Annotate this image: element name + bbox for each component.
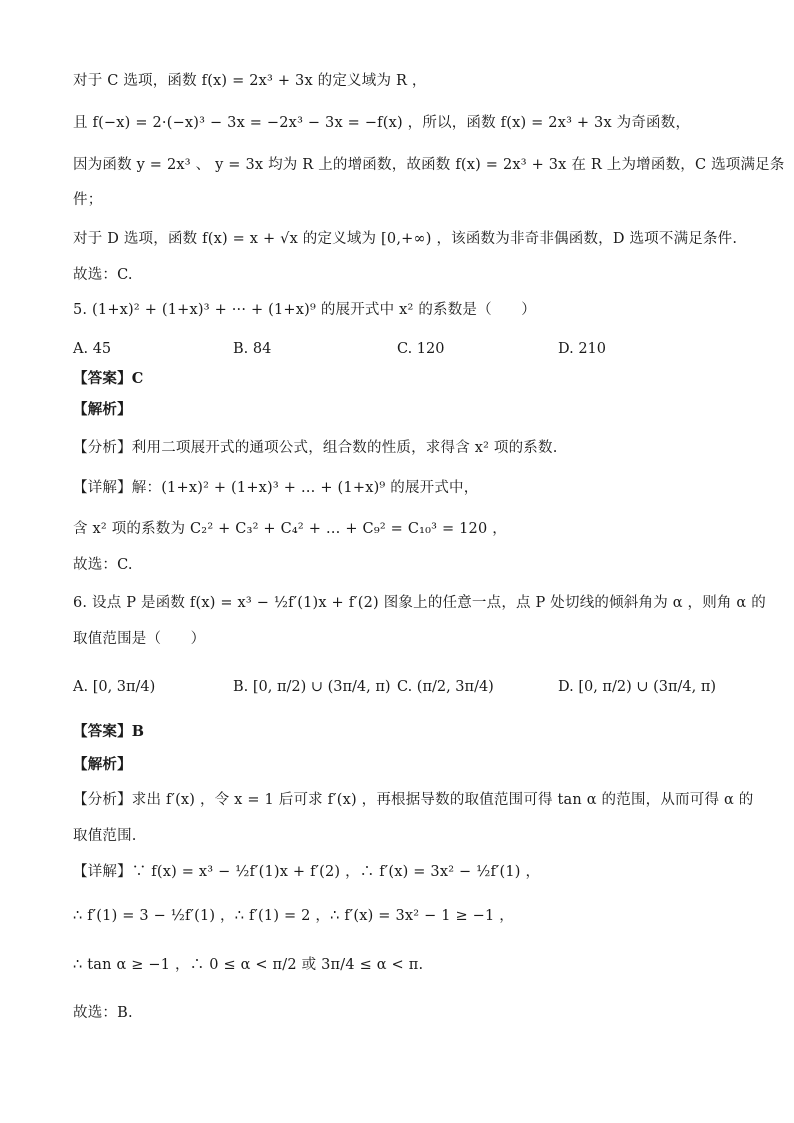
question-6-stem: 6. 设点 P 是函数 f(x) = x³ − ½f′(1)x + f′(2) 图象上的任意一点，点 P 处切线的倾斜角为 α ，则角 α 的 <box>73 595 766 611</box>
q6-option-b: B. [0, π/2) ∪ (3π/4, π) <box>233 679 391 695</box>
text-line: 件； <box>73 192 103 208</box>
answer-label: 【答案】B <box>73 723 145 740</box>
text-line: 故选：C. <box>73 557 133 573</box>
text-line: 因为函数 y = 2x³ 、 y = 3x 均为 R 上的增函数，故函数 f(x) = 2x³ + 3x 在 R 上为增函数，C 选项满足条 <box>73 157 785 173</box>
text-line: 【分析】利用二项展开式的通项公式，组合数的性质，求得含 x² 项的系数. <box>73 440 558 456</box>
q5-option-c: C. 120 <box>397 341 445 357</box>
analysis-label: 【解析】 <box>73 756 132 773</box>
question-5-stem: 5. (1+x)² + (1+x)³ + ··· + (1+x)⁹ 的展开式中 x² 的系数是（ ） <box>73 302 536 318</box>
q5-option-b: B. 84 <box>233 341 272 357</box>
text-line: 故选：C. <box>73 267 133 283</box>
text-line: 且 f(−x) = 2·(−x)³ − 3x = −2x³ − 3x = −f(x) ，所以，函数 f(x) = 2x³ + 3x 为奇函数， <box>73 115 691 131</box>
text-line: 取值范围是（ ） <box>73 631 206 647</box>
analysis-label: 【解析】 <box>73 401 132 418</box>
text-line: 对于 C 选项，函数 f(x) = 2x³ + 3x 的定义域为 R ， <box>73 73 427 89</box>
text-line: 对于 D 选项，函数 f(x) = x + √x 的定义域为 [0,+∞) ，该函数为非奇非偶函数，D 选项不满足条件. <box>73 231 738 247</box>
text-line: 含 x² 项的系数为 C₂² + C₃² + C₄² + … + C₉² = C₁₀³ = 120 ， <box>73 521 507 537</box>
q6-option-d: D. [0, π/2) ∪ (3π/4, π) <box>558 679 717 695</box>
text-line: ∴ f′(1) = 3 − ½f′(1) ，∴ f′(1) = 2 ，∴ f′(x) = 3x² − 1 ≥ −1 ， <box>73 908 514 924</box>
q5-option-a: A. 45 <box>73 341 112 357</box>
text-line: 【详解】解：(1+x)² + (1+x)³ + … + (1+x)⁹ 的展开式中， <box>73 480 479 496</box>
q6-option-a: A. [0, 3π/4) <box>73 679 156 695</box>
text-line: ∴ tan α ≥ −1 ，∴ 0 ≤ α < π/2 或 3π/4 ≤ α < π. <box>73 957 424 973</box>
text-line: 【详解】∵ f(x) = x³ − ½f′(1)x + f′(2) ，∴ f′(x) = 3x² − ½f′(1) ， <box>73 864 541 880</box>
q6-option-c: C. (π/2, 3π/4) <box>397 679 494 695</box>
text-line: 【分析】求出 f′(x) ，令 x = 1 后可求 f′(x) ，再根据导数的取值范围可得 tan α 的范围，从而可得 α 的 <box>73 792 754 808</box>
answer-label: 【答案】C <box>73 370 144 387</box>
text-line: 取值范围. <box>73 828 137 844</box>
q5-option-d: D. 210 <box>558 341 607 357</box>
text-line: 故选：B. <box>73 1005 133 1021</box>
